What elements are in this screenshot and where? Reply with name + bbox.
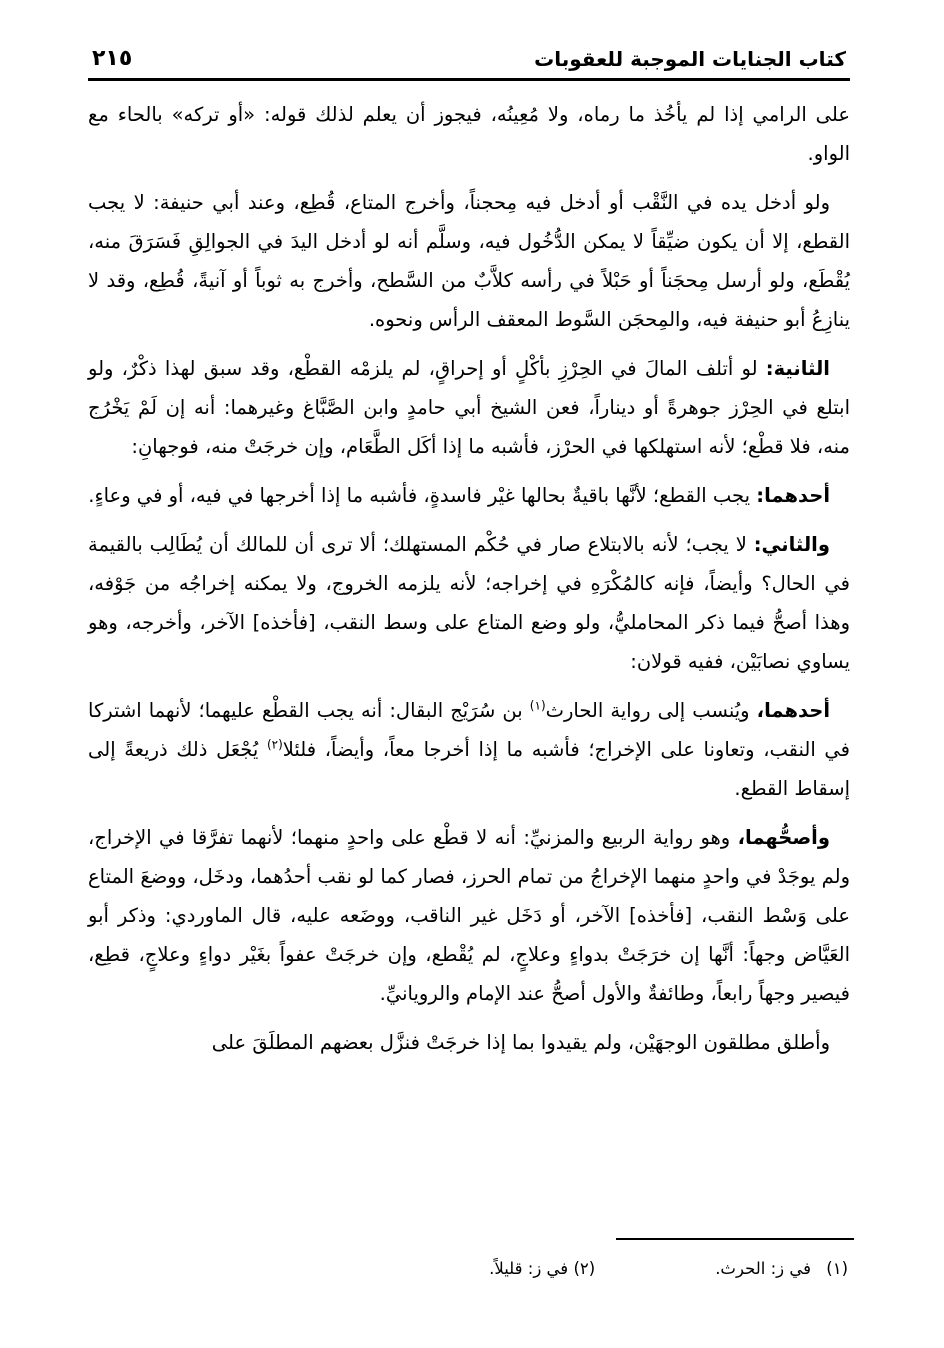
paragraph-lead: الثانية:	[765, 357, 830, 380]
footnotes	[148, 1256, 848, 1282]
footnote-divider	[616, 1238, 854, 1240]
paragraph-text: يُجْعَل ذلك ذريعةً إلى إسقاط القطع.	[88, 738, 850, 800]
paragraph-text: وهو رواية الربيع والمزنيِّ: أنه لا قطْع على واحدٍ منهما؛ لأنهما تفرَّقا في الإخراج، ولم يوجَدْ في واحدٍ منهما الإخراجُ من تمام الحرز، فصار كما لو نقب أحدُهما، ودخَل، ووضعَ المتاع على وَسْط النقب، [فأخذه] الآخر، أو دَخَل غير الناقب، ووضَعه عليه، قال الماوردي: وذكر أبو العَيَّاض وجهاً: أنَّها إن خرَجَتْ بدواءٍ وعلاجٍ، لم يُقْطع، وإن خرجَتْ عفواً بغَيْر دواءٍ وعلاجٍ، قطِع، فيصير وجهاً رابعاً، وطائفةٌ والأول أصحُّ عند الإمام والرويانيِّ.	[88, 826, 850, 1005]
paragraph	[88, 95, 850, 173]
footnote-marker: (١)	[529, 698, 546, 713]
footnote-text: في ز: قليلاً.	[489, 1259, 569, 1278]
paragraph-text: بن سُرَيْج البقال: أنه يجب القطْع عليهما؛ لأنهما اشتركا في النقب، وتعاونا على الإخراج؛ فأشبه ما إذا أخرجا معاً، وأيضاً، فلئلا	[88, 699, 850, 761]
paragraph-text: على الرامي إذا لم يأخُذ ما رماه، ولا مُعِينُه، فيجوز أن يعلم لذلك قوله: «أو تركه» بالحاء مع الواو.	[88, 103, 850, 165]
paragraph	[88, 525, 850, 681]
running-header	[88, 36, 850, 81]
footnote-number: (١)	[826, 1259, 848, 1278]
footnote	[715, 1256, 848, 1282]
paragraph-lead: أحدهما،	[756, 699, 830, 722]
paragraph	[88, 691, 850, 808]
paragraph	[88, 349, 850, 466]
paragraph-lead: وأصحُّهما،	[737, 826, 830, 849]
paragraph-text: لا يجب؛ لأنه بالابتلاع صار في حُكْم المستهلك؛ ألا ترى أن للمالك أن يُطَالِب بالقيمة في الحال؟ وأيضاً، فإنه كالمُكْرَهِ في إخراجه؛ لأنه يلزمه الخروج، ولا يمكنه إخراجُه من جَوْفه، وهذا أصحُّ فيما ذكر المحامليُّ، ولو وضع المتاع على وسط النقب، [فأخذه] الآخر، وأخرجه، وهو يساوي نصابَيْن، ففيه قولان:	[88, 533, 850, 673]
paragraph	[88, 183, 850, 339]
paragraph	[88, 818, 850, 1013]
paragraph-text: يجب القطع؛ لأنَّها باقيةٌ بحالها غيْر فاسدةٍ، فأشبه ما إذا أخرجها في فيه، أو في وعاءٍ.	[88, 484, 757, 507]
paragraph	[88, 476, 850, 515]
paragraph-text: ولو أدخل يده في النَّقْب أو أدخل فيه مِحجناً، وأخرج المتاع، قُطِع، وعند أبي حنيفة: لا يجب القطع، إلا أن يكون ضيِّقاً لا يمكن الدُّخُول فيه، وسلَّم أنه لو أدخل اليدَ في الجوالِقِ فَسَرَقَ منه، يُقْطَع، ولو أرسل مِحجَناً أو حَبْلاً في رأسه كلاَّبٌ من السَّطح، وأخرج به ثوباً أو آنيةً، قُطِع، وقد لا ينازِعُ أبو حنيفة فيه، والمِحجَن السَّوط المعقف الرأس ونحوه.	[88, 191, 850, 331]
book-page	[88, 36, 850, 1072]
footnote-text: في ز: الحرث.	[715, 1259, 811, 1278]
book-title: كتاب الجنايات الموجبة للعقوبات	[534, 47, 846, 71]
paragraph-text: ويُنسب إلى رواية الحارث	[545, 699, 757, 722]
paragraph-lead: والثاني:	[753, 533, 830, 556]
footnote-number: (٢)	[573, 1259, 596, 1278]
footnote-marker: (٢)	[266, 737, 283, 752]
footnote	[489, 1256, 595, 1282]
main-text	[88, 95, 850, 1062]
paragraph-lead: أحدهما:	[756, 484, 830, 507]
paragraph-text: لو أتلف المالَ في الحِرْزِ بأكْلٍ أو إحراقٍ، لم يلزمْه القطْع، وقد سبق لهذا ذكْرٌ، ولو ابتلع في الحِرْز جوهرةً أو ديناراً، فعن الشيخ أبي حامدٍ وابن الصَّبَّاغ وغيرهما: أنه إن لَمْ يَخْرُج منه، فلا قطْع؛ لأنه استهلكها في الحرْز، فأشبه ما إذا أكَل الطَّعَام، وإن خرجَتْ منه، فوجهانِ:	[88, 357, 850, 458]
paragraph	[88, 1023, 850, 1062]
paragraph-text: وأطلق مطلقون الوجهَيْن، ولم يقيدوا بما إذا خرجَتْ فنزَّل بعضهم المطلَقَ على	[211, 1031, 830, 1054]
page-number: ٢١٥	[92, 46, 133, 71]
